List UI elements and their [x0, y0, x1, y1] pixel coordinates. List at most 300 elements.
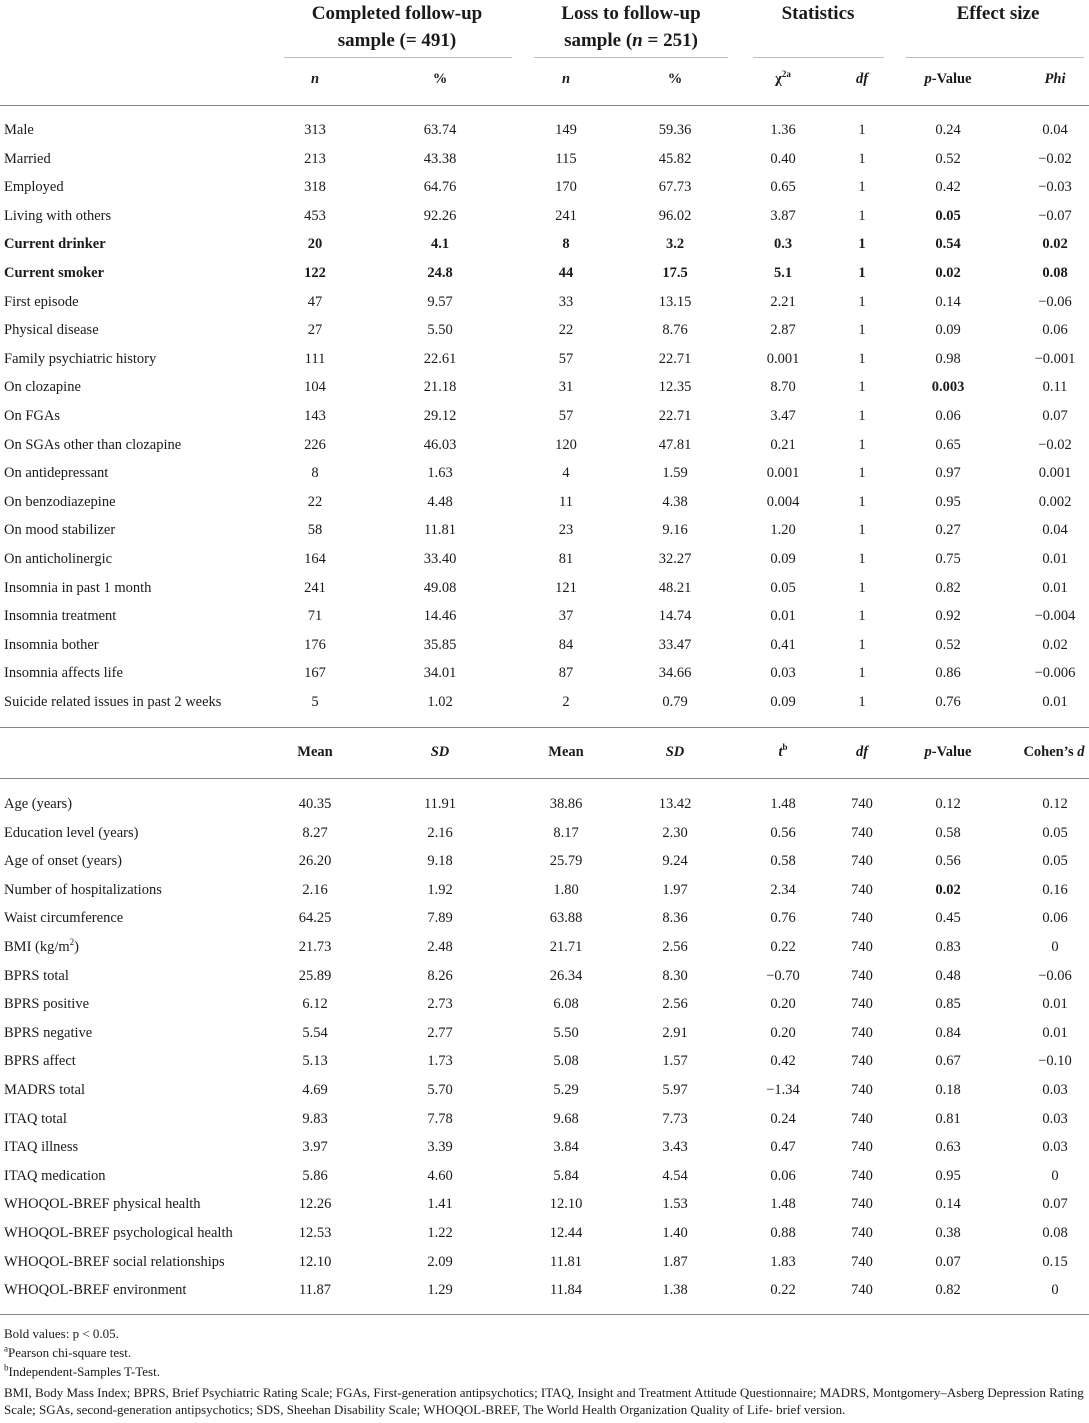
table-cell: 1 — [858, 665, 866, 681]
row-label: Age (years) — [4, 796, 73, 812]
rule-top — [0, 105, 1089, 106]
table-cell: 1.22 — [427, 1225, 453, 1241]
row-label: On antidepressant — [4, 465, 109, 481]
table-cell: 2.56 — [662, 939, 688, 955]
table-cell: 111 — [304, 351, 326, 367]
table-cell: 1 — [858, 379, 866, 395]
table-cell: 5.1 — [773, 265, 793, 281]
row-label: BPRS negative — [4, 1025, 93, 1041]
row-label: Education level (years) — [4, 825, 139, 841]
table-cell: 740 — [851, 1082, 873, 1098]
subheader-pct-loss: % — [667, 71, 683, 87]
table-cell: 0.85 — [935, 996, 961, 1012]
row-label: Number of hospitalizations — [4, 882, 162, 898]
table-cell: 0.03 — [1042, 1139, 1068, 1155]
footnote-a: $^a$Pearson chi-square test. — [4, 1343, 132, 1360]
table-cell: −0.004 — [1034, 608, 1076, 624]
table-cell: 33.47 — [658, 637, 692, 653]
table-cell: 0.08 — [1042, 265, 1068, 281]
table-cell: 3.2 — [665, 236, 685, 252]
table-cell: 1 — [858, 580, 866, 596]
subheader-sd-loss: SD — [665, 744, 685, 760]
table-cell: 0.21 — [770, 437, 796, 453]
table-cell: 0.05 — [1042, 825, 1068, 841]
table-cell: 2.73 — [427, 996, 453, 1012]
table-cell: 8.76 — [662, 322, 688, 338]
table-cell: 1 — [858, 637, 866, 653]
table-cell: 8.70 — [770, 379, 796, 395]
table-cell: 0.20 — [770, 1025, 796, 1041]
table-cell: 0.01 — [1042, 996, 1068, 1012]
row-label: Current drinker — [4, 236, 106, 252]
table-cell: 1.36 — [770, 122, 796, 138]
subheader-phi: Phi — [1044, 71, 1066, 87]
table-cell: 0.75 — [935, 551, 961, 567]
table-cell: 120 — [555, 437, 577, 453]
table-cell: 22.71 — [658, 408, 692, 424]
table-cell: 64.76 — [423, 179, 457, 195]
table-cell: 0.001 — [1038, 465, 1072, 481]
table-cell: 11.81 — [549, 1254, 583, 1270]
table-cell: 7.78 — [427, 1111, 453, 1127]
table-cell: 4.69 — [302, 1082, 328, 1098]
table-cell: 740 — [851, 1053, 873, 1069]
table-cell: 0.02 — [1042, 236, 1068, 252]
table-cell: 1.59 — [662, 465, 688, 481]
table-cell: 33 — [558, 294, 574, 310]
table-cell: 13.15 — [658, 294, 692, 310]
row-label: Insomnia in past 1 month — [4, 580, 152, 596]
table-cell: 57 — [558, 408, 574, 424]
table-cell: 0.45 — [935, 910, 961, 926]
table-cell: 5.13 — [302, 1053, 328, 1069]
table-cell: 8.27 — [302, 825, 328, 841]
table-cell: 57 — [558, 351, 574, 367]
table-cell: 241 — [304, 580, 326, 596]
subheader-sd-completed: SD — [430, 744, 450, 760]
table-cell: 0.001 — [766, 351, 800, 367]
table-cell: 4.48 — [427, 494, 453, 510]
table-cell: 46.03 — [423, 437, 457, 453]
table-cell: 5.54 — [302, 1025, 328, 1041]
footnote-b: $^b$Independent-Samples T-Test. — [4, 1362, 160, 1379]
table-cell: 63.88 — [549, 910, 583, 926]
table-cell: 1 — [858, 465, 866, 481]
table-cell: 67.73 — [658, 179, 692, 195]
table-cell: 740 — [851, 1254, 873, 1270]
row-label: WHOQOL-BREF environment — [4, 1282, 187, 1298]
table-cell: 0.03 — [1042, 1111, 1068, 1127]
table-cell: 49.08 — [423, 580, 457, 596]
table-cell: 0.95 — [935, 494, 961, 510]
table-cell: 1.80 — [553, 882, 579, 898]
table-cell: 1.20 — [770, 522, 796, 538]
table-cell: 143 — [304, 408, 326, 424]
table-cell: 0.86 — [935, 665, 961, 681]
table-cell: 0.04 — [1042, 522, 1068, 538]
table-cell: 740 — [851, 882, 873, 898]
table-cell: 176 — [304, 637, 326, 653]
table-cell: 1 — [858, 208, 866, 224]
table-cell: 0.81 — [935, 1111, 961, 1127]
table-cell: 0.01 — [770, 608, 796, 624]
table-cell: 2 — [562, 694, 570, 710]
table-cell: 1 — [858, 494, 866, 510]
row-label: BMI $(kg/m^2)$ — [4, 937, 79, 955]
table-cell: 1 — [858, 522, 866, 538]
table-cell: 0.24 — [935, 122, 961, 138]
table-cell: 2.34 — [770, 882, 796, 898]
table-cell: 9.83 — [302, 1111, 328, 1127]
table-cell: 5.70 — [427, 1082, 453, 1098]
table-cell: 740 — [851, 1282, 873, 1298]
table-cell: 0.02 — [1042, 637, 1068, 653]
table-cell: 0.06 — [770, 1168, 796, 1184]
table-cell: 1.83 — [770, 1254, 796, 1270]
footnote-abbreviations: BMI, Body Mass Index; BPRS, Brief Psychiatric Rating Scale; FGAs, First-generation antipsychotics; ITAQ, Insight and Treatment Attitude Questionnaire; MADRS, Montgomery–Asberg Depression Rating Scale; SGAs, second-generation antipsychotics; SDS, Sheehan Disability Scale; WHOQOL-BREF, The World Health Organization Quality of Life- brief version. — [4, 1385, 1084, 1417]
table-cell: 1.97 — [662, 882, 688, 898]
table-cell: 1.40 — [662, 1225, 688, 1241]
table-cell: 740 — [851, 939, 873, 955]
row-label: BPRS affect — [4, 1053, 76, 1069]
row-label: Current smoker — [4, 265, 105, 281]
table-cell: 213 — [304, 151, 326, 167]
table-cell: 1.29 — [427, 1282, 453, 1298]
table-cell: 1.63 — [427, 465, 453, 481]
rule-middle — [0, 727, 1089, 728]
table-cell: 7.73 — [662, 1111, 688, 1127]
table-cell: 0.22 — [770, 1282, 796, 1298]
table-cell: 20 — [307, 236, 323, 252]
table-cell: −0.07 — [1038, 208, 1072, 224]
table-cell: 0.41 — [770, 637, 796, 653]
table-cell: 34.01 — [423, 665, 457, 681]
table-cell: 3.87 — [770, 208, 796, 224]
table-cell: 0.06 — [1042, 322, 1068, 338]
table-cell: 0.01 — [1042, 694, 1068, 710]
table-cell: 104 — [304, 379, 326, 395]
table-cell: 740 — [851, 910, 873, 926]
table-cell: 226 — [304, 437, 326, 453]
table-cell: 0.04 — [1042, 122, 1068, 138]
table-cell: 22 — [307, 494, 323, 510]
table-cell: 740 — [851, 1025, 873, 1041]
table-cell: −0.006 — [1034, 665, 1076, 681]
subheader-n-completed: n — [310, 71, 320, 87]
table-cell: 9.24 — [662, 853, 688, 869]
table-cell: 0.12 — [935, 796, 961, 812]
table-cell: 0.65 — [935, 437, 961, 453]
table-cell: 0.27 — [935, 522, 961, 538]
table-cell: 96.02 — [658, 208, 692, 224]
table-cell: −0.06 — [1038, 968, 1072, 984]
row-label: Insomnia affects life — [4, 665, 123, 681]
table-cell: 740 — [851, 1168, 873, 1184]
table-cell: 34.66 — [658, 665, 692, 681]
table-cell: 0.004 — [766, 494, 800, 510]
table-cell: 8 — [311, 465, 319, 481]
table-cell: 24.8 — [427, 265, 453, 281]
row-label: Physical disease — [4, 322, 99, 338]
table-cell: 5.86 — [302, 1168, 328, 1184]
row-label: BPRS positive — [4, 996, 90, 1012]
rule-group3 — [753, 57, 884, 58]
row-label: First episode — [4, 294, 79, 310]
table-cell: 29.12 — [423, 408, 457, 424]
table-cell: 170 — [555, 179, 577, 195]
table-cell: 318 — [304, 179, 326, 195]
table-cell: 38.86 — [549, 796, 583, 812]
table-cell: 1 — [858, 608, 866, 624]
table-cell: −0.70 — [766, 968, 800, 984]
table-cell: 1.87 — [662, 1254, 688, 1270]
table-cell: 0.05 — [935, 208, 961, 224]
header-completed-line1: Completed follow-up — [311, 3, 483, 24]
table-cell: 740 — [851, 796, 873, 812]
table-cell: 0.58 — [935, 825, 961, 841]
table-cell: 0.83 — [935, 939, 961, 955]
table-cell: 0.56 — [770, 825, 796, 841]
table-cell: 2.48 — [427, 939, 453, 955]
table-cell: 71 — [307, 608, 323, 624]
table-cell: 1.48 — [770, 1196, 796, 1212]
table-cell: 0.56 — [935, 853, 961, 869]
table-cell: 26.34 — [549, 968, 583, 984]
table-cell: 0.84 — [935, 1025, 961, 1041]
rule-group1 — [284, 57, 512, 58]
table-cell: 2.09 — [427, 1254, 453, 1270]
table-cell: 0.92 — [935, 608, 961, 624]
table-cell: 1.02 — [427, 694, 453, 710]
table-cell: 1.48 — [770, 796, 796, 812]
table-cell: 0.16 — [1042, 882, 1068, 898]
table-cell: 1 — [858, 322, 866, 338]
table-cell: 6.08 — [553, 996, 579, 1012]
table-cell: 2.77 — [427, 1025, 453, 1041]
table-cell: 164 — [304, 551, 326, 567]
table-cell: 0.01 — [1042, 1025, 1068, 1041]
row-label: Married — [4, 151, 51, 167]
table-cell: 4.54 — [662, 1168, 688, 1184]
table-cell: 0.15 — [1042, 1254, 1068, 1270]
table-cell: 740 — [851, 1225, 873, 1241]
table-cell: 1.57 — [662, 1053, 688, 1069]
table-cell: 5.08 — [553, 1053, 579, 1069]
table-cell: 0.42 — [770, 1053, 796, 1069]
table-cell: 9.57 — [427, 294, 453, 310]
table-cell: 1 — [858, 236, 866, 252]
row-label: On FGAs — [4, 408, 60, 424]
row-label: Family psychiatric history — [4, 351, 157, 367]
rule-group2 — [534, 57, 728, 58]
table-cell: 0.01 — [1042, 580, 1068, 596]
table-cell: 0.42 — [935, 179, 961, 195]
table-cell: 167 — [304, 665, 326, 681]
header-loss-line1: Loss to follow-up — [561, 3, 701, 24]
row-label: ITAQ total — [4, 1111, 67, 1127]
row-label: On clozapine — [4, 379, 81, 395]
table-cell: 0.58 — [770, 853, 796, 869]
table-cell: 11.81 — [423, 522, 457, 538]
table-cell: 0.09 — [770, 551, 796, 567]
table-cell: 1 — [858, 694, 866, 710]
table-cell: 0.09 — [770, 694, 796, 710]
table-cell: −0.001 — [1034, 351, 1076, 367]
table-cell: 1.73 — [427, 1053, 453, 1069]
table-cell: 4 — [562, 465, 570, 481]
subheader-p-value: p-Value — [924, 71, 972, 87]
table-cell: 32.27 — [658, 551, 692, 567]
table-cell: 25.89 — [298, 968, 332, 984]
table-cell: 0 — [1051, 1282, 1059, 1298]
table-cell: 43.38 — [423, 151, 457, 167]
row-label: Employed — [4, 179, 64, 195]
row-label: WHOQOL-BREF social relationships — [4, 1254, 225, 1270]
table-cell: 0.22 — [770, 939, 796, 955]
table-cell: 1 — [858, 551, 866, 567]
table-cell: 241 — [555, 208, 577, 224]
table-cell: 87 — [558, 665, 574, 681]
table-cell: 0.001 — [766, 465, 800, 481]
table-cell: 8.17 — [553, 825, 579, 841]
table-cell: 740 — [851, 1139, 873, 1155]
header-completed-line2: sample (= 491) — [337, 30, 457, 51]
table-cell: 0.48 — [935, 968, 961, 984]
subheader-t: $t^b$ — [778, 742, 788, 760]
table-cell: 0.09 — [935, 322, 961, 338]
table-cell: 0.03 — [770, 665, 796, 681]
table-cell: 740 — [851, 968, 873, 984]
table-cell: 5.97 — [662, 1082, 688, 1098]
header-statistics: Statistics — [781, 3, 855, 24]
subheader-df: df — [855, 71, 869, 87]
table-cell: 81 — [558, 551, 574, 567]
table-cell: −0.03 — [1038, 179, 1072, 195]
table-cell: 2.16 — [427, 825, 453, 841]
table-cell: 0.76 — [935, 694, 961, 710]
table-cell: 21.18 — [423, 379, 457, 395]
row-label: Age of onset (years) — [4, 853, 122, 869]
subheader-n-loss: n — [561, 71, 571, 87]
header-effect-size: Effect size — [956, 3, 1040, 24]
table-cell: 0.07 — [1042, 1196, 1068, 1212]
table-cell: 2.21 — [770, 294, 796, 310]
subheader-chi-square: $\chi^{2a}$ — [775, 69, 791, 87]
table-cell: 3.39 — [427, 1139, 453, 1155]
table-cell: 8.36 — [662, 910, 688, 926]
table-cell: 9.68 — [553, 1111, 579, 1127]
row-label: Insomnia bother — [4, 637, 99, 653]
table-cell: 3.97 — [302, 1139, 328, 1155]
table-cell: 1 — [858, 265, 866, 281]
table-cell: 2.87 — [770, 322, 796, 338]
table-cell: 0.63 — [935, 1139, 961, 1155]
row-label: Waist circumference — [4, 910, 124, 926]
table-cell: 313 — [304, 122, 326, 138]
table-cell: 122 — [304, 265, 326, 281]
table-cell: 1 — [858, 351, 866, 367]
table-cell: 12.35 — [658, 379, 692, 395]
table-cell: 1 — [858, 294, 866, 310]
table-cell: 21.71 — [549, 939, 583, 955]
table-cell: 0.76 — [770, 910, 796, 926]
table-cell: 121 — [555, 580, 577, 596]
table-cell: 11.84 — [549, 1282, 583, 1298]
table-cell: 0.18 — [935, 1082, 961, 1098]
row-label: Living with others — [4, 208, 112, 224]
table-cell: 0.06 — [1042, 910, 1068, 926]
row-label: On SGAs other than clozapine — [4, 437, 182, 453]
table-cell: 0.47 — [770, 1139, 796, 1155]
row-label: BPRS total — [4, 968, 69, 984]
table-cell: 12.26 — [298, 1196, 332, 1212]
table-cell: −0.02 — [1038, 151, 1072, 167]
table-cell: 58 — [307, 522, 323, 538]
table-cell: 9.16 — [662, 522, 688, 538]
header-completed-followup — [312, 0, 482, 54]
table-cell: −0.06 — [1038, 294, 1072, 310]
table-cell: 4.60 — [427, 1168, 453, 1184]
table-cell: 0.97 — [935, 465, 961, 481]
table-cell: 740 — [851, 1196, 873, 1212]
table-cell: 4.38 — [662, 494, 688, 510]
table-cell: 0.79 — [662, 694, 688, 710]
table-cell: 12.53 — [298, 1225, 332, 1241]
row-label: Male — [4, 122, 34, 138]
table-cell: 35.85 — [423, 637, 457, 653]
subheader-cohens-d: Cohen’s d — [1023, 744, 1085, 760]
table-cell: 14.74 — [658, 608, 692, 624]
table-cell: 0.52 — [935, 151, 961, 167]
table-cell: 0.05 — [1042, 853, 1068, 869]
table-cell: 4.1 — [430, 236, 450, 252]
table-cell: 3.84 — [553, 1139, 579, 1155]
table-cell: 45.82 — [658, 151, 692, 167]
table-cell: 14.46 — [423, 608, 457, 624]
table-cell: 0.52 — [935, 637, 961, 653]
table-cell: 8.26 — [427, 968, 453, 984]
header-loss-line2: sample (n = 251) — [564, 30, 698, 51]
table-cell: 740 — [851, 1111, 873, 1127]
table-cell: 0.08 — [1042, 1225, 1068, 1241]
table-cell: 5 — [311, 694, 319, 710]
table-cell: 0 — [1051, 939, 1059, 955]
subheader-pct-completed: % — [432, 71, 448, 87]
table-cell: 1.38 — [662, 1282, 688, 1298]
table-cell: 0.67 — [935, 1053, 961, 1069]
row-label: Insomnia treatment — [4, 608, 117, 624]
table-cell: 0.05 — [770, 580, 796, 596]
table-cell: 1 — [858, 122, 866, 138]
table-cell: 0.07 — [935, 1254, 961, 1270]
table-cell: 0.98 — [935, 351, 961, 367]
table-cell: 5.84 — [553, 1168, 579, 1184]
row-label: Suicide related issues in past 2 weeks — [4, 694, 222, 710]
row-label: ITAQ medication — [4, 1168, 106, 1184]
table-cell: 12.44 — [549, 1225, 583, 1241]
row-label: On mood stabilizer — [4, 522, 116, 538]
table-cell: 0.38 — [935, 1225, 961, 1241]
table-cell: 64.25 — [298, 910, 332, 926]
table-cell: 0.11 — [1042, 379, 1068, 395]
table-cell: 1.41 — [427, 1196, 453, 1212]
table-cell: 0.01 — [1042, 551, 1068, 567]
rule-bottom — [0, 1314, 1089, 1315]
row-label: ITAQ illness — [4, 1139, 79, 1155]
table-cell: 3.43 — [662, 1139, 688, 1155]
table-cell: 47 — [307, 294, 323, 310]
table-cell: −0.10 — [1038, 1053, 1072, 1069]
